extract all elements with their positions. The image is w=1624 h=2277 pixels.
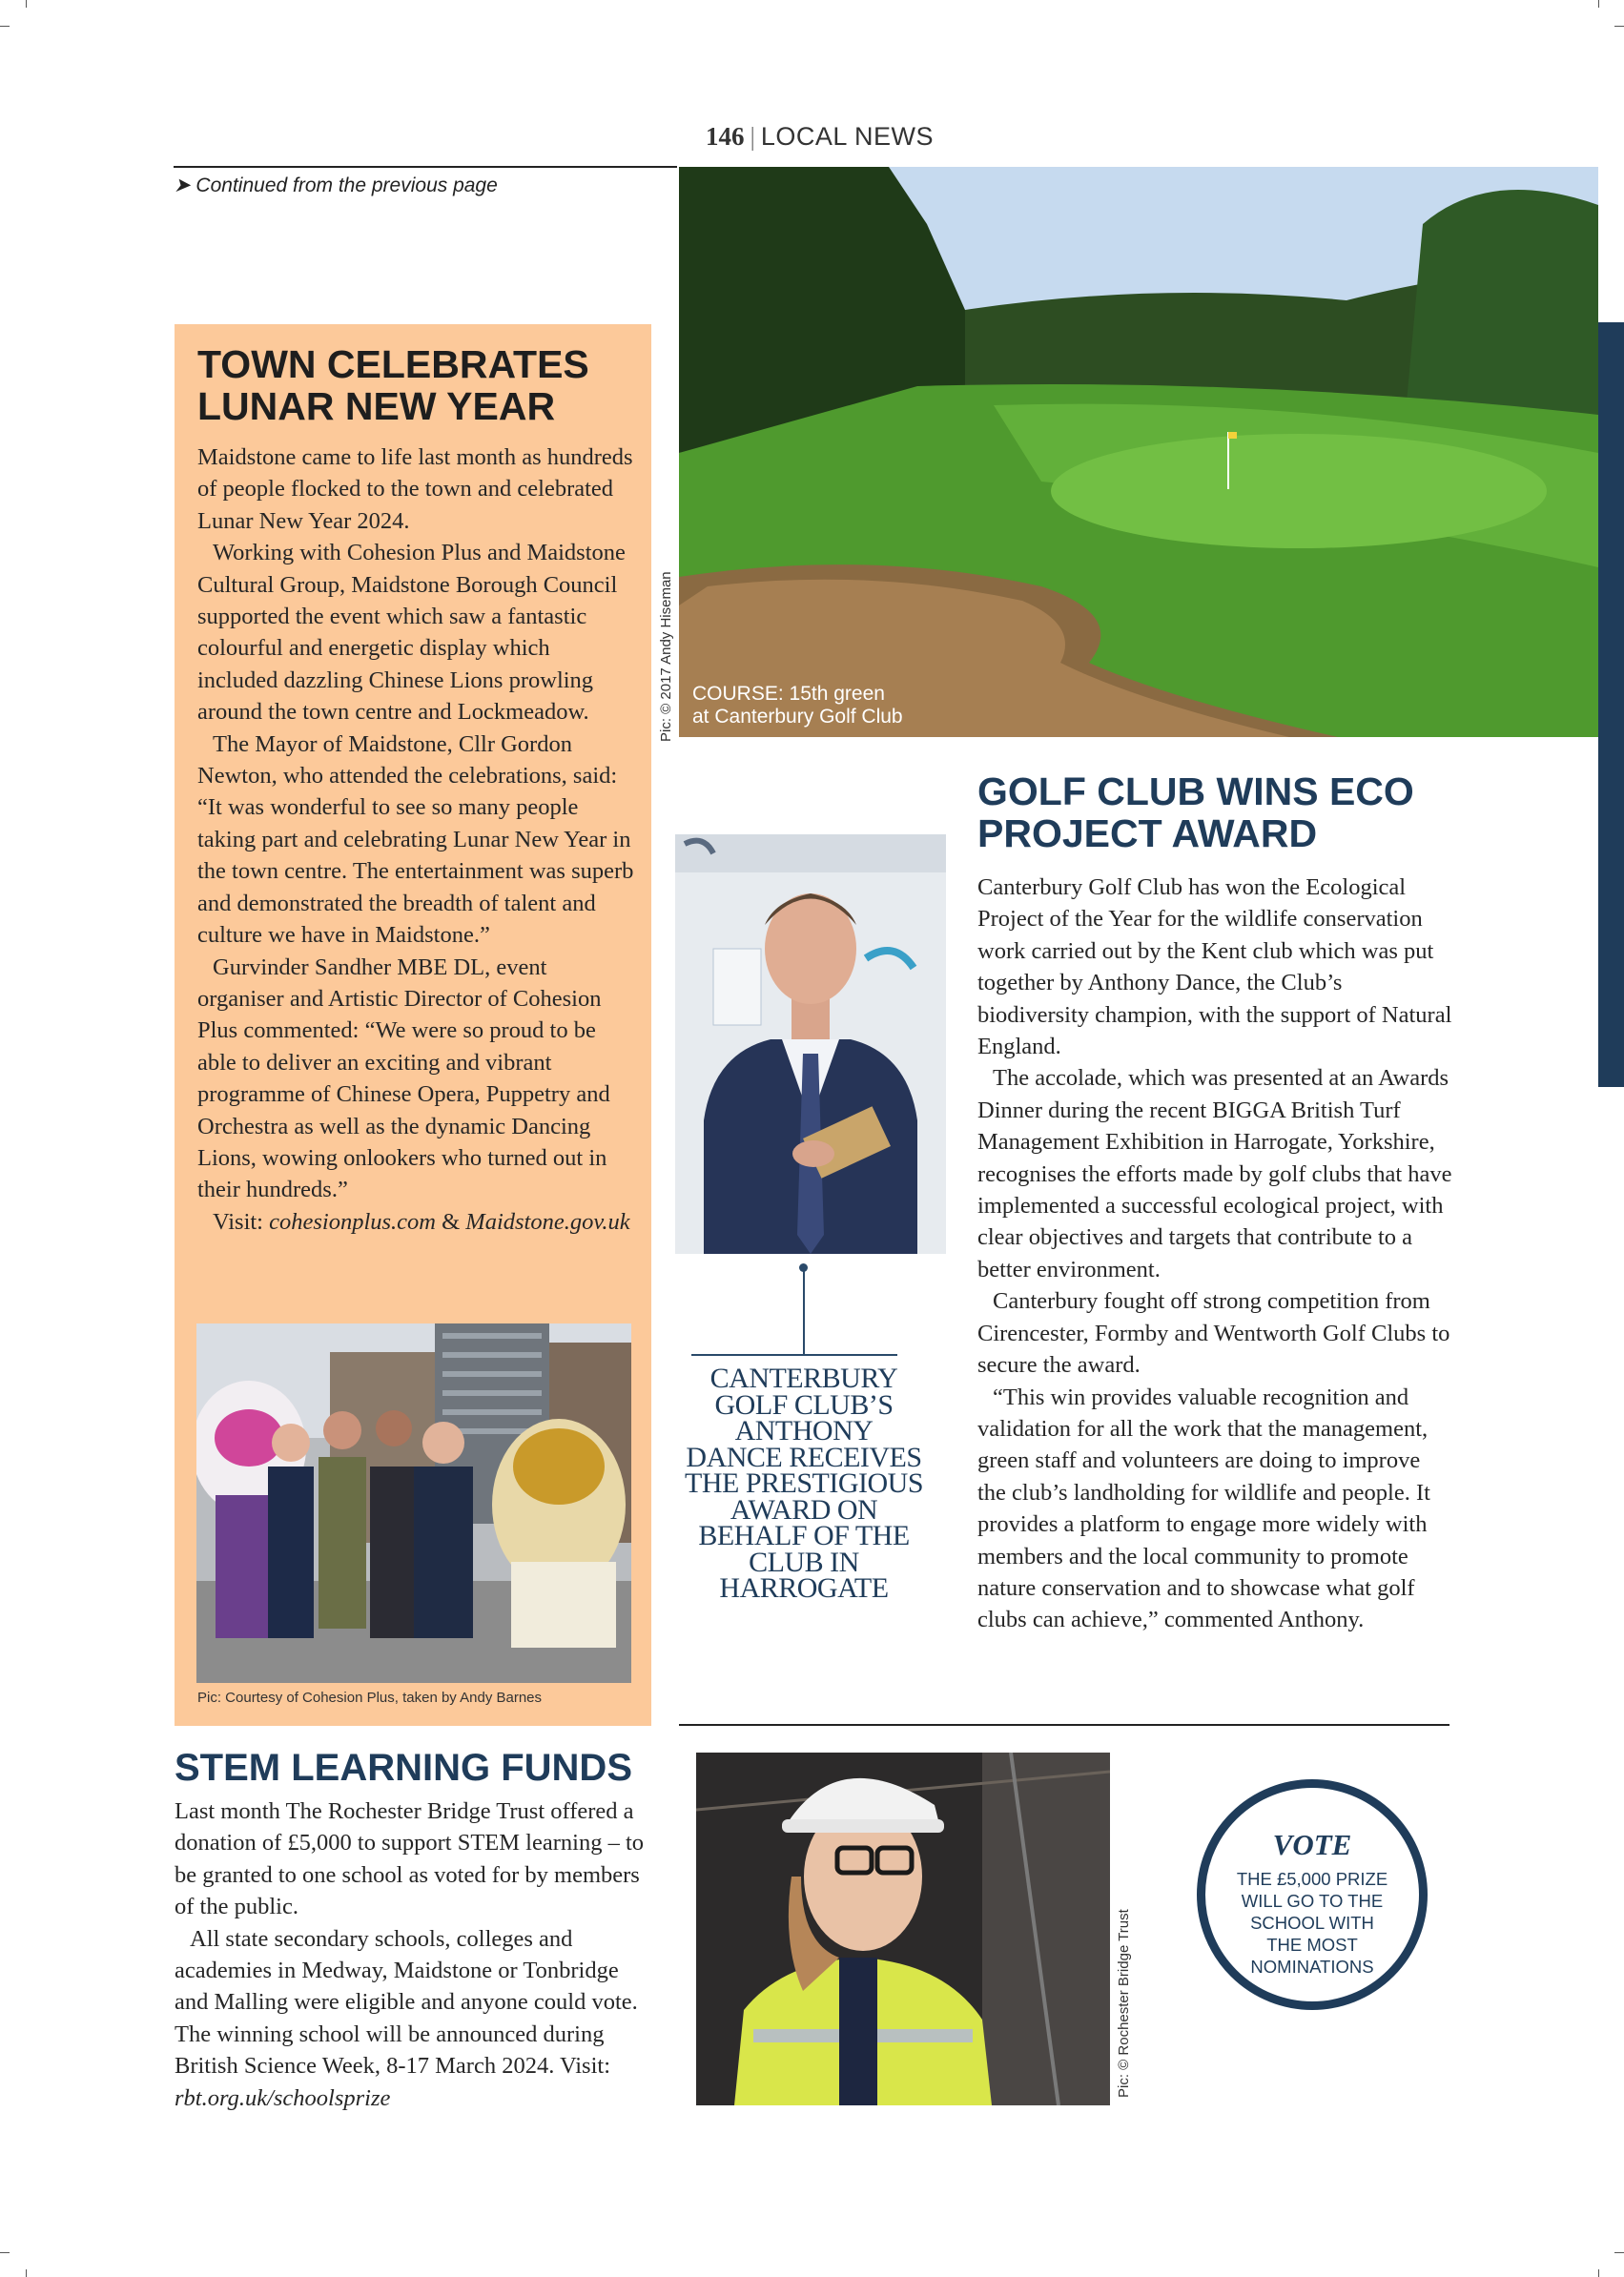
golf-paragraph: “This win provides valuable recognition and validation for all the work that the management, green staff and volunteers are doing to improve the club’s landholding for wildlife and people. It provides a platform to engage more widely with members and the local community to promote nature conservation and to showcase what golf clubs can achieve,” commented Anthony. [977,1384,1430,1633]
lunar-visit-line [197,1206,636,1238]
golf-article-title: GOLF CLUB WINS ECO PROJECT AWARD [977,769,1414,856]
golf-photo-caption [692,683,978,728]
crop-mark [1614,26,1624,27]
pull-quote: CANTERBURY GOLF CLUB’S ANTHONY DANCE RECEIVES THE PRESTIGIOUS AWARD ON BEHALF OF THE CLUB IN HARROGATE [685,1363,924,1604]
side-tab [1598,322,1624,1087]
cohesionplus-link[interactable]: cohesionplus.com [269,1208,436,1235]
lunar-paragraph: The Mayor of Maidstone, Cllr Gordon Newton, who attended the celebrations, said: “It was wonderful to see so many people taking part and celebrating Lunar New Year in the town centre. The entertainment was superb and demonstrated the breadth of talent and culture we have in Maidstone.” [197,730,634,949]
top-rule [174,166,677,168]
header-separator: | [750,122,755,151]
crop-mark [1598,2269,1599,2277]
golf-photo-credit: Pic: © 2017 Andy Hiseman [658,571,674,742]
lunar-paragraph: Maidstone came to life last month as hundreds of people flocked to the town and celebrated Lunar New Year 2024. [197,444,633,534]
lunar-paragraph: Working with Cohesion Plus and Maidstone Cultural Group, Maidstone Borough Council supported the event which saw a fantastic colourful and energetic display which included dazzling Chinese Lions prowling around the town centre and Lockmeadow. [197,540,626,726]
section-title: LOCAL NEWS [760,122,934,151]
golf-caption-line: at Canterbury Golf Club [692,706,903,728]
golf-paragraph: Canterbury fought off strong competition from Cirencester, Formby and Wentworth Golf Clubs to secure the award. [977,1288,1450,1379]
lunar-article-title: TOWN CELEBRATES LUNAR NEW YEAR [197,342,589,429]
lunar-photo-illustration [196,1323,631,1683]
golf-article-body [977,872,1454,1636]
anthony-dance-photo [675,834,946,1254]
stem-article-title: STEM LEARNING FUNDS [175,1747,632,1789]
visit-label: Visit: [560,2053,611,2080]
continued-note: ➤ Continued from the previous page [174,174,498,196]
maidstone-link[interactable]: Maidstone.gov.uk [465,1208,630,1235]
crop-mark [1598,0,1599,8]
crop-mark [0,26,10,27]
lunar-paragraph: Gurvinder Sandher MBE DL, event organiser and Artistic Director of Cohesion Plus commented: “We were so proud to be able to deliver an exciting and vibrant programme of Chinese Opera, Puppetry and Orchestra as well as the dynamic Dancing Lions, wowing onlookers who turned out in their hundreds.” [197,954,610,1203]
golf-paragraph: Canterbury Golf Club has won the Ecological Project of the Year for the wildlife conservation work carried out by the Kent club which was put together by Anthony Dance, the Club’s biodiversity champion, with the support of Natural England. [977,874,1452,1060]
golf-caption-line: COURSE: 15th green [692,683,885,705]
award-photo-illustration [675,834,946,1254]
crop-mark [26,0,27,8]
vote-text: THE £5,000 PRIZE WILL GO TO THE SCHOOL WITH THE MOST NOMINATIONS [1236,1869,1388,1977]
student-photo-illustration [696,1753,1110,2105]
golf-paragraph: The accolade, which was presented at an Awards Dinner during the recent BIGGA British Turf Management Exhibition in Harrogate, Yorkshire, recognises the efforts made by golf clubs that have implemented a successful ecological project, with clear objectives and targets that contribute to a better environment. [977,1065,1452,1282]
visit-ampersand: & [442,1208,461,1235]
schoolsprize-link[interactable]: rbt.org.uk/schoolsprize [175,2084,391,2111]
crop-mark [1614,2252,1624,2253]
page-header [706,122,992,152]
vote-title: VOTE [1272,1828,1352,1861]
golf-course-photo [679,167,1598,737]
lunar-article-body [197,441,636,1238]
vote-badge [1197,1779,1428,2010]
visit-label: Visit: [213,1208,263,1235]
stem-paragraph [175,1923,651,2114]
crop-mark [0,2252,10,2253]
stem-paragraph: Last month The Rochester Bridge Trust offered a donation of £5,000 to support STEM learning – to be granted to one school as voted for by members of the public. [175,1798,644,1920]
middle-rule [679,1724,1449,1726]
stem-photo-credit: Pic: © Rochester Bridge Trust [1116,1909,1132,2098]
crop-mark [26,2269,27,2277]
golf-course-illustration [679,167,1598,737]
lunar-new-year-photo [196,1323,631,1683]
lunar-photo-caption: Pic: Courtesy of Cohesion Plus, taken by Andy Barnes [197,1690,543,1706]
page-number: 146 [706,122,745,151]
connector-line [803,1268,805,1354]
stem-article-body [175,1795,651,2114]
connector-base [691,1354,897,1356]
stem-student-photo [696,1753,1110,2105]
stem-paragraph-text: All state secondary schools, colleges and academies in Medway, Maidstone or Tonbridge and Malling were eligible and anyone could vote. The winning school will be announced during British Science Week, 8-17 March 2024. [175,1925,638,2080]
